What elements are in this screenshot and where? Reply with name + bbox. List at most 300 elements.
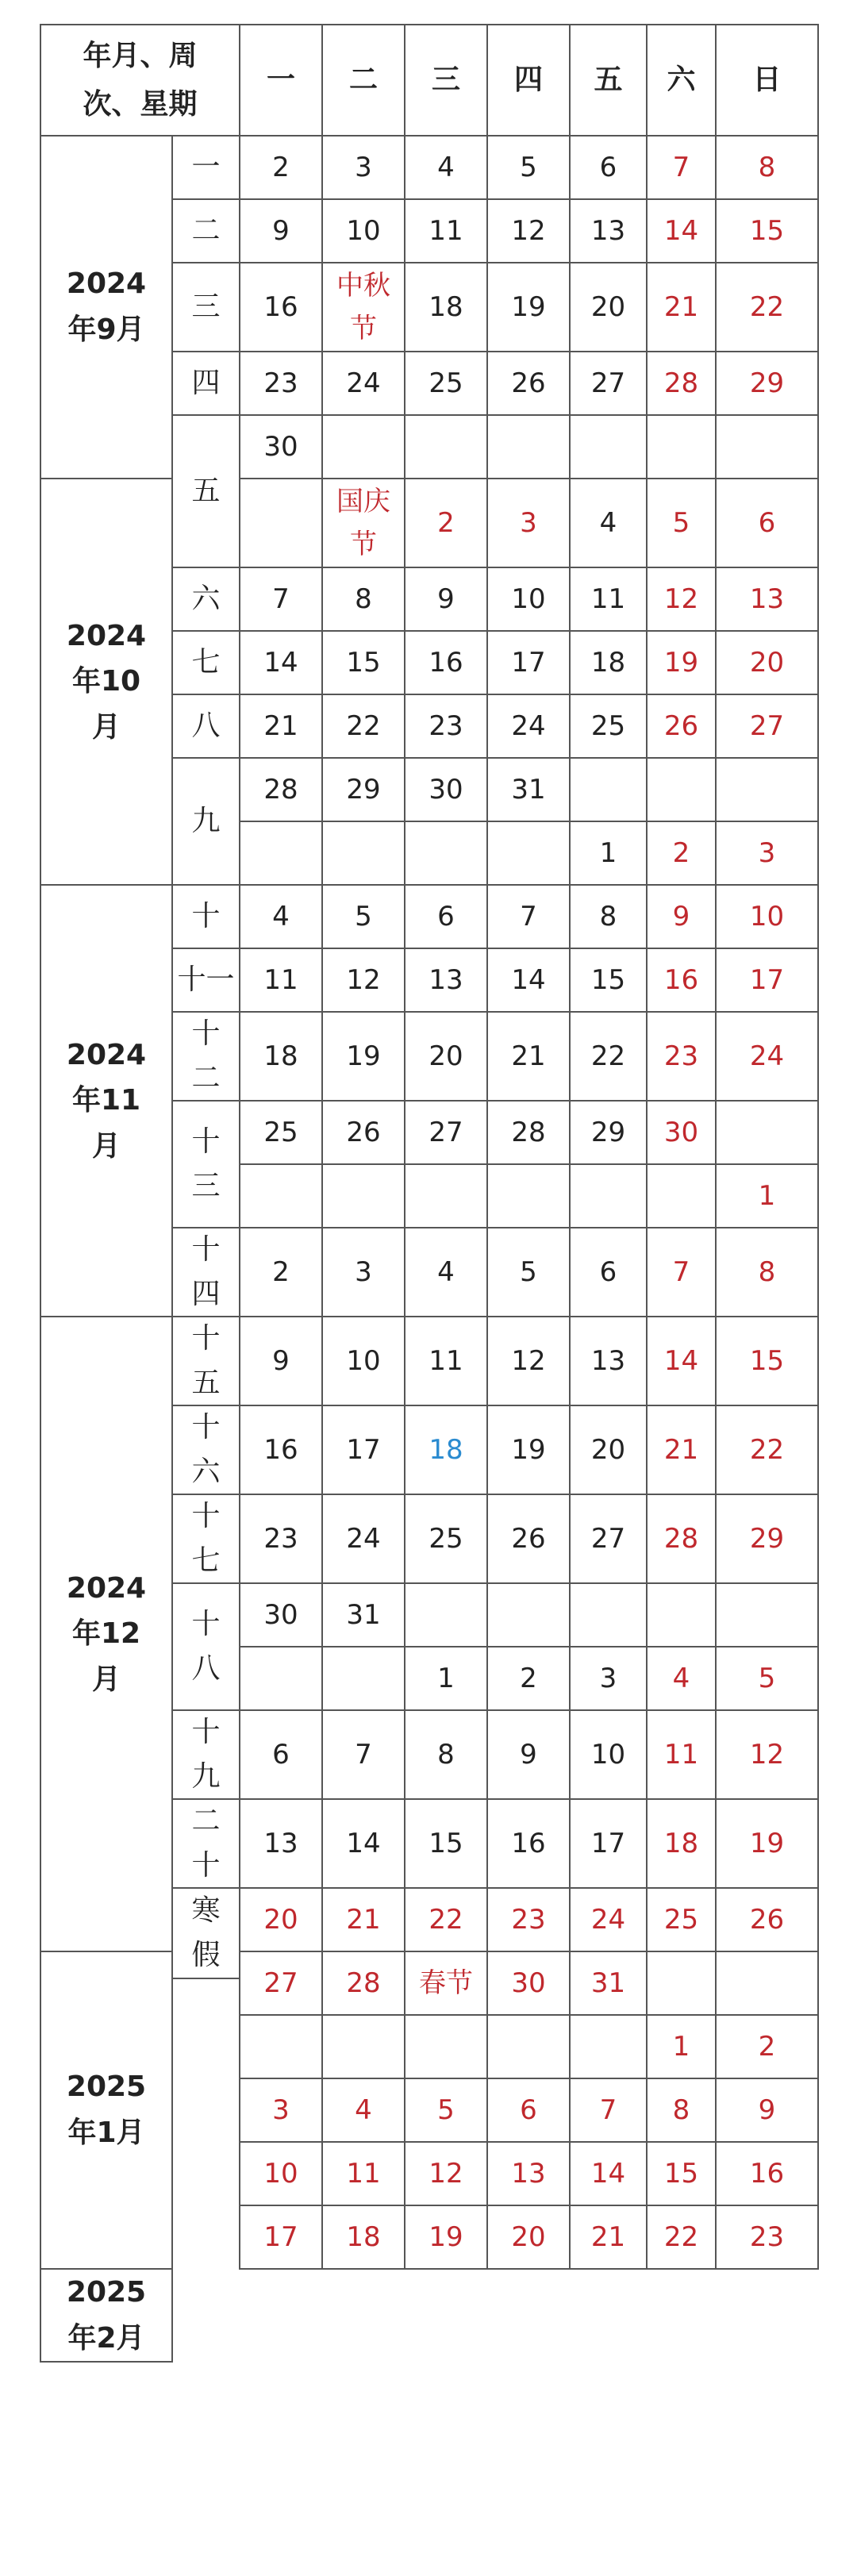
date-cell [321, 1100, 405, 1165]
week-number-cell [171, 351, 240, 416]
date-number: 16 [263, 1433, 298, 1466]
date-number: 18 [428, 1433, 463, 1466]
date-number: 30 [511, 1967, 546, 1999]
date-number: 20 [428, 1040, 463, 1072]
date-number: 12 [346, 963, 381, 996]
date-number: 16 [428, 646, 463, 679]
date-cell [646, 757, 717, 822]
month-label-cell [40, 2268, 173, 2363]
date-cell [239, 1798, 323, 1889]
date-cell [404, 2205, 488, 2270]
date-number: 7 [272, 582, 290, 615]
date-number: 21 [663, 1433, 699, 1466]
date-number: 29 [346, 773, 381, 805]
date-cell [715, 2078, 819, 2143]
date-number: 21 [346, 1903, 381, 1936]
date-number: 2 [437, 506, 455, 539]
date-cell [646, 1887, 717, 1952]
date-cell [404, 884, 488, 949]
date-cell [486, 2014, 571, 2079]
date-cell [486, 2205, 571, 2270]
date-number: 9 [272, 214, 290, 247]
date-number: 20 [263, 1903, 298, 1936]
date-cell [404, 1316, 488, 1406]
date-number: 4 [672, 1662, 690, 1694]
date-number: 22 [590, 1040, 626, 1072]
date-cell [486, 1227, 571, 1317]
date-cell [715, 1646, 819, 1711]
date-cell [321, 2078, 405, 2143]
date-number: 15 [428, 1827, 463, 1859]
date-cell [321, 1494, 405, 1584]
date-cell [569, 1405, 648, 1495]
date-number: 1 [672, 2030, 690, 2063]
date-number: 6 [599, 151, 617, 183]
date-number: 21 [663, 290, 699, 323]
month-label-cell [40, 135, 173, 479]
week-number-cell [171, 1011, 240, 1102]
date-cell [715, 1100, 819, 1165]
date-cell [239, 414, 323, 479]
date-number: 14 [346, 1827, 381, 1859]
date-number: 9 [437, 582, 455, 615]
date-number: 27 [428, 1116, 463, 1148]
date-number: 21 [590, 2220, 626, 2253]
week-number: 二 [191, 214, 221, 248]
date-number: 9 [672, 900, 690, 932]
date-cell [321, 1582, 405, 1647]
date-number: 29 [749, 367, 785, 399]
date-cell [569, 198, 648, 263]
date-cell [646, 1798, 717, 1889]
date-number: 19 [511, 290, 546, 323]
date-cell [569, 1709, 648, 1800]
date-cell [404, 1494, 488, 1584]
date-number: 18 [346, 2220, 381, 2253]
date-cell [569, 567, 648, 632]
header-day-label: 一 [266, 63, 295, 97]
date-cell [321, 262, 405, 352]
date-number: 6 [520, 2093, 537, 2126]
date-number: 23 [263, 1522, 298, 1555]
date-number: 20 [590, 290, 626, 323]
date-cell [239, 884, 323, 949]
date-number: 3 [520, 506, 537, 539]
week-number: 十四 [191, 1233, 221, 1310]
date-cell [239, 694, 323, 759]
date-cell [646, 821, 717, 886]
date-cell [569, 1582, 648, 1647]
date-cell [646, 1227, 717, 1317]
date-cell [321, 2205, 405, 2270]
date-number: 5 [520, 151, 537, 183]
date-cell [569, 135, 648, 200]
week-number-cell [171, 135, 240, 200]
date-cell [486, 757, 571, 822]
date-number: 7 [520, 900, 537, 932]
date-number: 9 [272, 1344, 290, 1377]
date-number: 1 [599, 836, 617, 869]
date-cell [569, 2141, 648, 2206]
date-cell [486, 1582, 571, 1647]
date-cell [715, 567, 819, 632]
week-number-cell [171, 884, 240, 949]
date-number: 8 [355, 582, 372, 615]
date-cell [715, 1405, 819, 1495]
date-cell [239, 821, 323, 886]
month-label: 2025年1月 [66, 2070, 147, 2149]
date-cell [239, 1646, 323, 1711]
date-number: 17 [511, 646, 546, 679]
date-number: 10 [511, 582, 546, 615]
date-cell [646, 2205, 717, 2270]
date-cell [486, 1316, 571, 1406]
date-cell [239, 2205, 323, 2270]
date-cell [404, 1582, 488, 1647]
week-number: 七 [191, 646, 221, 679]
date-number: 27 [590, 1522, 626, 1555]
date-cell [486, 1646, 571, 1711]
date-number: 10 [749, 900, 785, 932]
date-cell [404, 694, 488, 759]
date-cell [239, 1951, 323, 2016]
date-cell [321, 821, 405, 886]
week-number-cell [171, 1709, 240, 1800]
date-cell [569, 478, 648, 568]
date-number: 26 [663, 709, 699, 742]
date-number: 10 [346, 1344, 381, 1377]
date-number: 1 [437, 1662, 455, 1694]
date-cell [715, 135, 819, 200]
date-number: 13 [263, 1827, 298, 1859]
date-cell [569, 948, 648, 1013]
date-number: 2 [272, 151, 290, 183]
date-cell [404, 414, 488, 479]
week-number: 十二 [191, 1017, 221, 1094]
date-cell [715, 1798, 819, 1889]
date-number: 27 [263, 1967, 298, 1999]
date-cell [486, 351, 571, 416]
date-number: 5 [672, 506, 690, 539]
date-cell [239, 1227, 323, 1317]
date-cell [404, 1646, 488, 1711]
date-number: 14 [511, 963, 546, 996]
date-cell [715, 630, 819, 695]
date-number: 28 [663, 367, 699, 399]
header-day [321, 24, 405, 136]
date-cell [715, 884, 819, 949]
date-cell [404, 1405, 488, 1495]
date-cell [715, 1163, 819, 1228]
date-number: 13 [428, 963, 463, 996]
date-cell [646, 1709, 717, 1800]
date-cell [715, 351, 819, 416]
date-number: 15 [590, 963, 626, 996]
week-number-cell [171, 757, 240, 886]
date-number: 30 [428, 773, 463, 805]
date-number: 24 [590, 1903, 626, 1936]
date-cell [239, 757, 323, 822]
date-cell [715, 1709, 819, 1800]
date-number: 21 [263, 709, 298, 742]
date-cell [239, 1709, 323, 1800]
date-number: 8 [758, 1255, 776, 1288]
date-number: 2 [520, 1662, 537, 1694]
date-cell [569, 630, 648, 695]
date-number: 7 [599, 2093, 617, 2126]
week-number-cell [171, 948, 240, 1013]
date-cell [321, 351, 405, 416]
date-cell [715, 1227, 819, 1317]
date-number: 13 [511, 2157, 546, 2190]
date-cell [321, 478, 405, 568]
date-cell [646, 478, 717, 568]
date-number: 25 [590, 709, 626, 742]
date-cell [486, 135, 571, 200]
date-cell [715, 1951, 819, 2016]
date-cell [404, 1227, 488, 1317]
date-cell [715, 1011, 819, 1102]
date-cell [569, 1316, 648, 1406]
date-number: 6 [437, 900, 455, 932]
date-number: 24 [511, 709, 546, 742]
date-number: 23 [428, 709, 463, 742]
date-number: 20 [590, 1433, 626, 1466]
date-number: 10 [590, 1738, 626, 1771]
header-day-label: 六 [667, 63, 696, 97]
date-cell [569, 1887, 648, 1952]
date-number: 8 [672, 2093, 690, 2126]
date-cell [646, 1100, 717, 1165]
date-cell [239, 1405, 323, 1495]
date-cell [239, 1494, 323, 1584]
date-number: 18 [263, 1040, 298, 1072]
header-day [486, 24, 571, 136]
month-label: 2024年10月 [66, 619, 147, 744]
date-cell [239, 262, 323, 352]
date-number: 16 [263, 290, 298, 323]
week-number: 九 [191, 805, 221, 838]
date-number: 24 [346, 1522, 381, 1555]
date-cell [486, 198, 571, 263]
date-cell [321, 694, 405, 759]
date-number: 28 [511, 1116, 546, 1148]
date-number: 5 [520, 1255, 537, 1288]
date-number: 22 [346, 709, 381, 742]
week-number: 十九 [191, 1716, 221, 1793]
date-cell [321, 1709, 405, 1800]
date-cell [715, 1887, 819, 1952]
date-number: 8 [437, 1738, 455, 1771]
week-number: 十八 [191, 1608, 221, 1685]
date-number: 31 [590, 1967, 626, 1999]
month-label: 2024年11月 [66, 1038, 147, 1163]
date-cell [239, 1582, 323, 1647]
week-number: 十七 [191, 1500, 221, 1577]
header-day [569, 24, 648, 136]
date-cell [646, 1582, 717, 1647]
date-number: 22 [749, 1433, 785, 1466]
date-number: 29 [590, 1116, 626, 1148]
date-cell [404, 135, 488, 200]
week-number-cell [171, 567, 240, 632]
date-cell [715, 821, 819, 886]
date-number: 19 [663, 646, 699, 679]
date-number: 29 [749, 1522, 785, 1555]
date-number: 30 [663, 1116, 699, 1148]
date-cell [569, 1494, 648, 1584]
date-number: 21 [511, 1040, 546, 1072]
date-number: 28 [263, 773, 298, 805]
date-cell [486, 948, 571, 1013]
date-number: 20 [511, 2220, 546, 2253]
date-number: 4 [272, 900, 290, 932]
date-number: 11 [428, 1344, 463, 1377]
date-number: 19 [511, 1433, 546, 1466]
date-number: 12 [511, 214, 546, 247]
header-day [646, 24, 717, 136]
date-number: 2 [672, 836, 690, 869]
date-cell [239, 1163, 323, 1228]
date-cell [404, 567, 488, 632]
date-number: 24 [346, 367, 381, 399]
date-number: 22 [663, 2220, 699, 2253]
date-number: 11 [663, 1738, 699, 1771]
week-number: 十一 [177, 963, 235, 997]
date-number: 14 [590, 2157, 626, 2190]
date-number: 10 [346, 214, 381, 247]
date-number: 17 [749, 963, 785, 996]
week-number-cell [171, 1798, 240, 1889]
date-number: 24 [749, 1040, 785, 1072]
date-number: 6 [272, 1738, 290, 1771]
date-cell [569, 821, 648, 886]
date-cell [239, 567, 323, 632]
date-cell [715, 198, 819, 263]
date-cell [321, 1163, 405, 1228]
week-number-cell [171, 198, 240, 263]
date-cell [569, 1798, 648, 1889]
date-number: 16 [511, 1827, 546, 1859]
date-number: 28 [663, 1522, 699, 1555]
date-cell [715, 2205, 819, 2270]
week-number: 一 [191, 151, 221, 184]
date-cell [239, 351, 323, 416]
date-number: 13 [590, 1344, 626, 1377]
date-cell [321, 1887, 405, 1952]
header-corner [40, 24, 240, 136]
week-number-cell [171, 1494, 240, 1584]
date-cell [715, 1316, 819, 1406]
date-cell [321, 1951, 405, 2016]
date-cell [239, 1887, 323, 1952]
date-cell [646, 2014, 717, 2079]
date-cell [569, 1011, 648, 1102]
date-cell [321, 135, 405, 200]
date-cell [239, 198, 323, 263]
month-label: 2024年12月 [66, 1571, 147, 1696]
week-number-cell [171, 1582, 240, 1711]
date-number: 18 [663, 1827, 699, 1859]
week-number-cell [171, 1100, 240, 1228]
date-number: 5 [355, 900, 372, 932]
date-number: 27 [590, 367, 626, 399]
holiday-label: 中秋节 [336, 269, 390, 344]
header-day-label: 四 [513, 63, 543, 97]
date-cell [404, 1951, 488, 2016]
date-cell [715, 414, 819, 479]
date-number: 14 [663, 1344, 699, 1377]
date-number: 5 [758, 1662, 776, 1694]
date-cell [404, 1011, 488, 1102]
date-cell [404, 948, 488, 1013]
date-number: 8 [758, 151, 776, 183]
header-day [715, 24, 819, 136]
date-number: 23 [663, 1040, 699, 1072]
date-number: 26 [511, 1522, 546, 1555]
date-cell [239, 478, 323, 568]
week-number: 十三 [191, 1125, 221, 1202]
date-number: 25 [428, 1522, 463, 1555]
date-cell [404, 2078, 488, 2143]
holiday-label: 国庆节 [336, 485, 390, 560]
date-cell [404, 757, 488, 822]
date-number: 31 [511, 773, 546, 805]
date-cell [646, 1163, 717, 1228]
date-cell [404, 351, 488, 416]
date-number: 26 [749, 1903, 785, 1936]
date-number: 7 [355, 1738, 372, 1771]
date-number: 27 [749, 709, 785, 742]
date-cell [569, 1951, 648, 2016]
date-number: 15 [749, 214, 785, 247]
date-cell [646, 1646, 717, 1711]
date-number: 15 [663, 2157, 699, 2190]
date-cell [321, 2014, 405, 2079]
date-cell [486, 2078, 571, 2143]
date-number: 17 [263, 2220, 298, 2253]
date-number: 15 [749, 1344, 785, 1377]
date-number: 25 [663, 1903, 699, 1936]
date-number: 25 [263, 1116, 298, 1148]
date-number: 7 [672, 1255, 690, 1288]
date-cell [486, 821, 571, 886]
date-cell [321, 1405, 405, 1495]
academic-calendar-table [40, 24, 817, 2547]
date-number: 1 [758, 1179, 776, 1212]
date-cell [486, 414, 571, 479]
date-cell [715, 694, 819, 759]
date-cell [715, 757, 819, 822]
date-cell [646, 1405, 717, 1495]
date-cell [239, 948, 323, 1013]
date-number: 10 [263, 2157, 298, 2190]
date-number: 11 [346, 2157, 381, 2190]
date-cell [404, 630, 488, 695]
week-number: 十 [191, 900, 221, 933]
date-cell [486, 1405, 571, 1495]
date-number: 12 [428, 2157, 463, 2190]
date-cell [646, 414, 717, 479]
date-number: 2 [272, 1255, 290, 1288]
date-number: 16 [663, 963, 699, 996]
date-number: 3 [758, 836, 776, 869]
date-cell [646, 630, 717, 695]
date-number: 11 [590, 582, 626, 615]
date-cell [321, 567, 405, 632]
date-cell [321, 414, 405, 479]
date-number: 23 [749, 2220, 785, 2253]
